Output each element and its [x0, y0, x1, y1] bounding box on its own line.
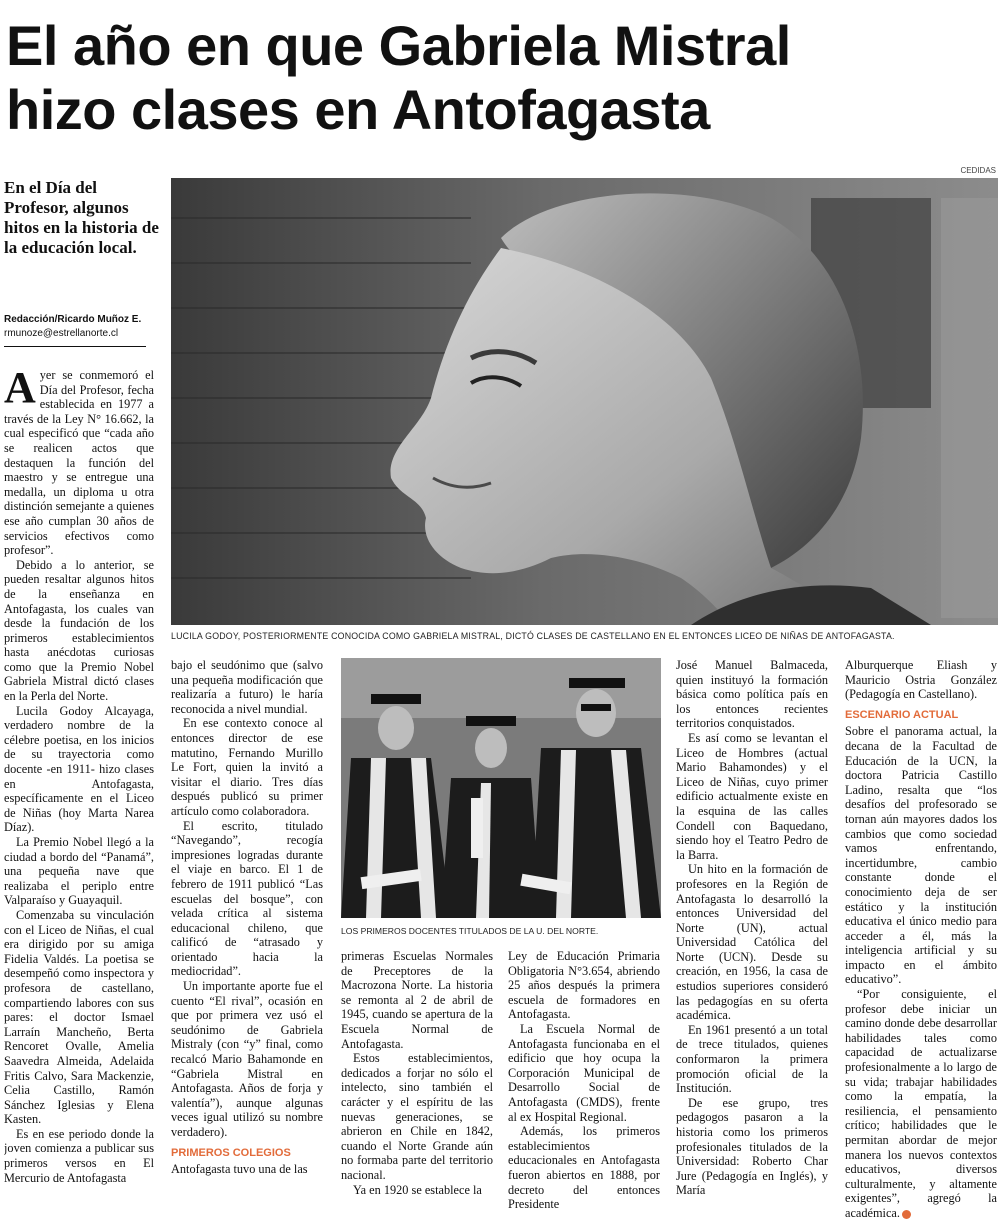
- end-of-article-icon: [902, 1210, 911, 1219]
- article-column-5: [676, 658, 828, 1230]
- paragraph: Un hito en la formación de profesores en la Región de Antofagasta lo desarrolló la entonces Universidad del Norte (UN), actual Universidad Católica del Norte (UCN). Desde su creación, en 1956, la casa de estudios superiores consideró las pedagogías en su oferta académica.: [676, 862, 828, 1023]
- portrait-illustration: [171, 178, 998, 625]
- paragraph: Lucila Godoy Alcayaga, verdadero nombre de la célebre poetisa, en los inicios de su trayectoria como docente -en 1911- hizo clases en Antofagasta, específicamente en el Liceo de Niñas (hoy Marta Narea Díaz).: [4, 703, 154, 835]
- paragraph: La Escuela Normal de Antofagasta funcionaba en el edificio que hoy ocupa la Corporación Municipal de Desarrollo Social de Antofagasta (CMDS), frente al ex Hospital Regional.: [508, 1021, 660, 1124]
- byline-divider: [4, 346, 146, 347]
- headline-line-1: El año en que Gabriela Mistral: [6, 14, 791, 77]
- graduates-illustration: [341, 658, 661, 918]
- paragraph: La Premio Nobel llegó a la ciudad a bordo del “Panamá”, una pequeña nave que realizaba el periplo entre Valparaíso y Guayaquil.: [4, 835, 154, 908]
- subhead-escenario-actual: ESCENARIO ACTUAL: [845, 708, 959, 721]
- paragraph: Comenzaba su vinculación con el Liceo de Niñas, el cual era dirigido por su amiga Fidelia Valdés. La poetisa se desempeñó como inspectora y profesora de castellano, compartiendo labores con sus pares: el doctor Ismael Larraín Mancheño, Berta Rencoret Ovalle, Amelia Saavedra Almeida, Adelaida Fritis Calvo, Sara Mackenzie, Celia Castillo, Ramón Sánchez Iglesias y Elena Kasten.: [4, 907, 154, 1127]
- dropcap: A: [4, 368, 36, 412]
- article-column-4: [508, 949, 660, 1231]
- article-column-3: [341, 949, 493, 1231]
- main-photo-caption: LUCILA GODOY, POSTERIORMENTE CONOCIDA COMO GABRIELA MISTRAL, DICTÓ CLASES DE CASTELLANO EN EL ENTONCES LICEO DE NIÑAS DE ANTOFAGASTA.: [171, 631, 895, 641]
- paragraph: Sobre el panorama actual, la decana de la Facultad de Educación de la UCN, la doctora Patricia Castillo Ladino, resalta que “los desafíos del profesorado se tornan aún mayores dados los cambios que como sociedad vamos enfrentando, incertidumbre, cambio constante donde el conocimiento deja de ser estático y la institución educativa el único medio para acceder a él, más la inteligencia artificial y su impacto en el ámbito educativo”.: [845, 724, 997, 987]
- graduates-photo: [341, 658, 661, 918]
- paragraph: Es en ese periodo donde la joven comienza a publicar sus primeros versos en El Mercurio de Antofagasta: [4, 1126, 154, 1185]
- paragraph: bajo el seudónimo que (salvo una pequeña modificación que realizaría a futuro) le haría reconocida a nivel mundial.: [171, 658, 323, 716]
- paragraph: Antofagasta tuvo una de las: [171, 1162, 308, 1177]
- headline: [6, 14, 996, 142]
- paragraph: En 1961 presentó a un total de trece titulados, quienes conformaron la primera promoción oficial de la Institución.: [676, 1022, 828, 1096]
- byline: [4, 313, 164, 341]
- photo-credit: CEDIDAS: [960, 166, 996, 175]
- paragraph: Además, los primeros establecimientos educacionales en Antofagasta fueron abiertos en 1888, por decreto del entonces Presidente: [508, 1124, 660, 1212]
- paragraph: De ese grupo, tres pedagogos pasaron a la historia como los primeros profesionales titulados de la Universidad: Roberto Char Jure (Pedagogía en Inglés), y María: [676, 1095, 828, 1198]
- paragraph: Un importante aporte fue el cuento “El rival”, ocasión en que por primera vez usó el seudónimo de Gabriela Mistraly (con “y” final, como recalcó Mario Bahamonde en “Gabriela Mistral en Antofagasta. Años de forja y valentía”), aunque algunas veces igual utilizó su nombre verdadero).: [171, 979, 323, 1139]
- paragraph: Es así como se levantan el Liceo de Hombres (actual Mario Bahamondes) y el Liceo de Niñas, cuyo primer edificio actualmente existe en la esquina de las calles Condell con Baquedano, siendo hoy el Teatro Pedro de la Barra.: [676, 730, 828, 862]
- headline-line-2: hizo clases en Antofagasta: [6, 78, 710, 141]
- main-photo: [171, 178, 998, 625]
- subhead-primeros-colegios: PRIMEROS COLEGIOS: [171, 1146, 291, 1159]
- paragraph: Estos establecimientos, dedicados a forjar no sólo el intelecto, sino también el carácter y el espíritu de las nuevas generaciones, se abrieron en Chile en 1842, cuando el Norte Grande aún no formaba parte del territorio nacional.: [341, 1051, 493, 1182]
- paragraph: José Manuel Balmaceda, quien instituyó la formación básica como política país en los entonces recientes territorios conquistados.: [676, 658, 828, 731]
- byline-email[interactable]: rmunoze@estrellanorte.cl: [4, 328, 119, 339]
- paragraph: Debido a lo anterior, se pueden resaltar algunos hitos de la enseñanza en Antofagasta, los cuales van desde la fundación de los primeros establecimientos hasta anécdotas curiosas como que la Premio Nobel Gabriela Mistral dictó clases en la Perla del Norte.: [4, 557, 154, 704]
- paragraph: yer se conmemoró el Día del Profesor, fecha establecida en 1977 a través de la Ley N° 16.662, la cual especificó que “cada año se realicen actos que destaquen la función del maestro y se entregue una medalla, un diploma u otra distinción semejante a quienes ese año cumplan 30 años de servicios efectivos como profesor”.: [4, 368, 154, 558]
- article-column-6: [845, 658, 997, 1230]
- article-column-1: [4, 368, 154, 1230]
- article-column-2: [171, 658, 323, 1230]
- graduates-photo-caption: LOS PRIMEROS DOCENTES TITULADOS DE LA U. DEL NORTE.: [341, 926, 599, 936]
- byline-author: Redacción/Ricardo Muñoz E.: [4, 314, 142, 325]
- paragraph: Ley de Educación Primaria Obligatoria N°3.654, abriendo 25 años después la primera escuela de formadores en Antofagasta.: [508, 949, 660, 1022]
- paragraph: primeras Escuelas Normales de Preceptores de la Macrozona Norte. La historia se remonta al 2 de abril de 1945, cuando se apertura de la Escuela Normal de Antofagasta.: [341, 949, 493, 1051]
- paragraph: Alburquerque Eliash y Mauricio Ostria González (Pedagogía en Castellano).: [845, 658, 997, 702]
- paragraph: Ya en 1920 se establece la: [353, 1182, 482, 1197]
- paragraph: En ese contexto conoce al entonces director de ese matutino, Fernando Murillo Le Fort, quien la invitó a visitar el diario. Tres días después publicó su primer artículo como colaboradora.: [171, 716, 323, 818]
- deck-summary: En el Día del Profesor, algunos hitos en la historia de la educación local.: [4, 178, 159, 257]
- paragraph: “Por consiguiente, el profesor debe iniciar un camino donde debe desarrollar habilidades tales como capacidad de actualizarse profesionalmente a lo largo de su vida; trabajar habilidades como la empatía, la resiliencia, el pensamiento crítico; habilidades que le permitan abordar de mejor manera los nuevos contextos educativos, diversos culturalmente, y altamente exigentes”, agregó la académica.: [845, 987, 997, 1220]
- paragraph: El escrito, titulado “Navegando”, recogía impresiones logradas durante el viaje en barco. El 1 de febrero de 1911 publicó “Las escuelas del bosque”, con velada crítica al sistema educacional chileno, que calificó de “atrasado y orientado hacia la mediocridad”.: [171, 818, 323, 979]
